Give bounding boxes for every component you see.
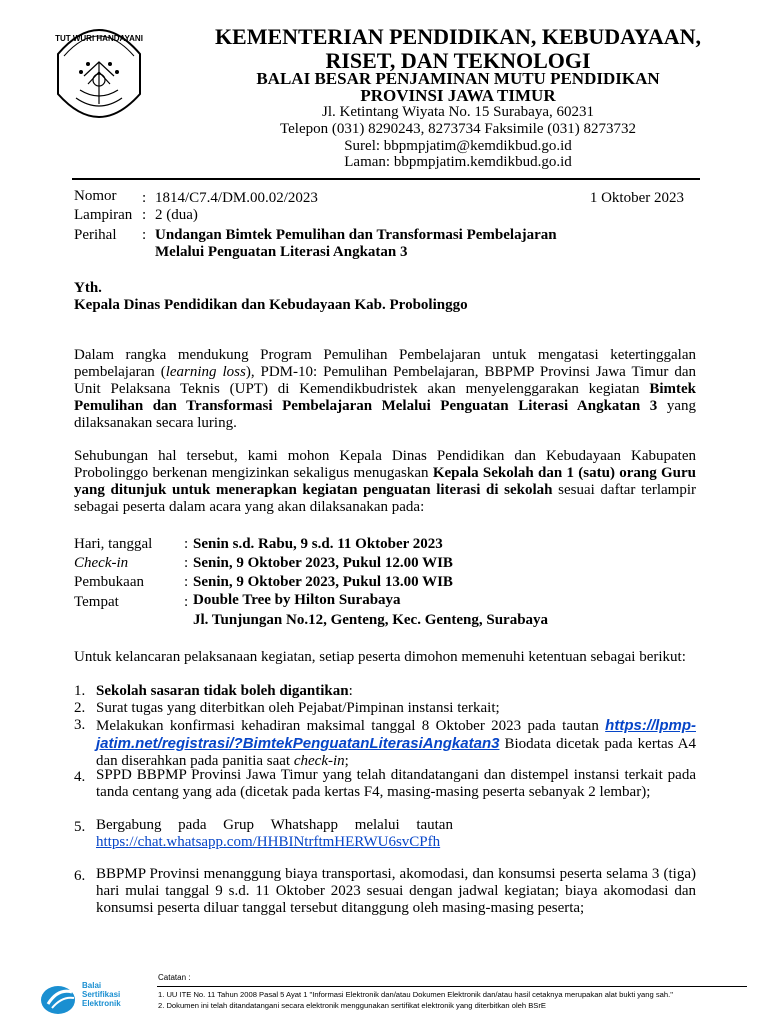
phone-fax: Telepon (031) 8290243, 8273734 Faksimile (031) 8273732 [280,121,636,137]
nomor-label: Nomor [74,188,117,204]
footer-note-1: 1. UU ITE No. 11 Tahun 2008 Pasal 5 Ayat 1 "Informasi Elektronik dan/atau Dokumen Elektronik dan/atau hasil cetaknya merupakan alat bukti yang sah." [158,990,673,999]
tempat-venue: Double Tree by Hilton Surabaya [193,592,401,608]
bsre-logo [38,978,148,1018]
nomor-value: 1814/C7.4/DM.00.02/2023 [155,190,318,206]
item-number-4: 4. [74,769,86,785]
item-number-2: 2. [74,700,86,716]
bsre-text-2: Sertifikasi [82,990,121,999]
pembukaan-label: Pembukaan [74,574,144,590]
checkin-label: Check-in [74,555,129,571]
item-3: Melakukan konfirmasi kehadiran maksimal tanggal 8 Oktober 2023 pada tautan https://lpmp-jatim.net/registrasi/?BimtekPenguatanLiterasiAngkatan3 Biodata dicetak pada kertas A4 dan diserahkan pada panitia saat check-in; [96,717,696,769]
email: Surel: bbpmpjatim@kemdikbud.go.id [344,138,572,154]
item-number-5: 5. [74,819,86,835]
checkin-value: Senin, 9 Oktober 2023, Pukul 12.00 WIB [193,555,453,571]
tempat-colon: : [184,594,189,610]
pembukaan-value: Senin, 9 Oktober 2023, Pukul 13.00 WIB [193,574,453,590]
item-1: Sekolah sasaran tidak boleh digantikan: [96,683,353,699]
bsre-text-3: Elektronik [82,999,121,1008]
whatsapp-group-link[interactable]: https://chat.whatsapp.com/HHBINtrftmHERWU6svCPfh [96,834,441,850]
item-number-6: 6. [74,868,86,884]
item-number-1: 1. [74,683,86,699]
catatan-label: Catatan : [158,973,191,982]
item-2: Surat tugas yang diterbitkan oleh Pejabat/Pimpinan instansi terkait; [96,700,500,716]
footer-divider [157,986,747,987]
perihal-line2: Melalui Penguatan Literasi Angkatan 3 [155,244,408,260]
lampiran-colon: : [142,207,147,223]
requirements-intro: Untuk kelancaran pelaksanaan kegiatan, setiap peserta dimohon memenuhi ketentuan sebagai berikut: [74,649,686,665]
ministry-name-line2: RISET, DAN TEKNOLOGI [325,48,591,73]
tempat-label: Tempat [74,594,119,610]
lampiran-value: 2 (dua) [155,207,198,223]
perihal-label: Perihal [74,227,117,243]
item-number-3: 3. [74,717,86,733]
checkin-colon: : [184,555,189,571]
item-5: Bergabung pada Grup Whatshapp melalui tautan https://chat.whatsapp.com/HHBINtrftmHERWU6svCPfh [96,817,453,850]
letterhead-divider [72,178,700,180]
website: Laman: bbpmpjatim.kemdikbud.go.id [344,154,572,170]
hari-label: Hari, tanggal [74,536,153,552]
logo-motto: TUT WURI HANDAYANI [55,34,143,43]
tempat-address: Jl. Tunjungan No.12, Genteng, Kec. Genteng, Surabaya [193,612,549,628]
bsre-text-1: Balai [82,981,102,990]
address: Jl. Ketintang Wiyata No. 15 Surabaya, 60231 [322,104,594,120]
nomor-colon: : [142,190,147,206]
institution-name-line1: BALAI BESAR PENJAMINAN MUTU PENDIDIKAN [256,69,660,88]
perihal-colon: : [142,227,147,243]
ministry-name-line1: KEMENTERIAN PENDIDIKAN, KEBUDAYAAN, [214,24,702,49]
pembukaan-colon: : [184,574,189,590]
tut-wuri-handayani-logo [36,14,162,134]
footer-note-2: 2. Dokumen ini telah ditandatangani secara elektronik menggunakan sertifikat elektronik yang diterbitkan oleh BSrE [158,1001,546,1010]
paragraph-request: Sehubungan hal tersebut, kami mohon Kepala Dinas Pendidikan dan Kebudayaan Kabupaten Probolinggo berkenan mengizinkan sekaligus menugaskan Kepala Sekolah dan 1 (satu) orang Guru yang ditunjuk untuk menerapkan kegiatan penguatan literasi di sekolah sesuai daftar terlampir sebagai peserta dalam acara yang akan dilaksanakan pada: [74,448,697,515]
registration-link[interactable]: https://lpmp-jatim.net/registrasi/?BimtekPenguatanLiterasiAngkatan3 [96,717,696,752]
hari-colon: : [184,536,189,552]
item-6: BBPMP Provinsi menanggung biaya transportasi, akomodasi, dan konsumsi peserta selama 3 (tiga) hari mulai tanggal 9 s.d. 11 Oktober 2023 sesuai dengan jadwal kegiatan; biaya akomodasi dan konsumsi peserta diluar tanggal tersebut ditanggung oleh masing-masing peserta; [96,866,696,916]
letter-date: 1 Oktober 2023 [589,190,684,206]
item-4: SPPD BBPMP Provinsi Jawa Timur yang telah ditandatangani dan distempel instansi terkait pada tanda centang yang ada (dicetak pada kertas F4, masing-masing peserta sebanyak 2 lembar); [96,767,696,800]
hari-value: Senin s.d. Rabu, 9 s.d. 11 Oktober 2023 [193,536,443,552]
lampiran-label: Lampiran [74,207,133,223]
salutation: Yth. [74,280,102,296]
recipient-name: Kepala Dinas Pendidikan dan Kebudayaan Kab. Probolinggo [74,297,468,313]
perihal-line1: Undangan Bimtek Pemulihan dan Transformasi Pembelajaran [155,227,557,243]
paragraph-intro: Dalam rangka mendukung Program Pemulihan Pembelajaran untuk mengatasi ketertinggalan pembelajaran (learning loss), PDM-10: Pemulihan Pembelajaran, BBPMP Provinsi Jawa Timur dan Unit Pelaksana Teknis (UPT) di Kemendikbudristek akan menyelenggarakan kegiatan Bimtek Pemulihan dan Transformasi Pembelajaran Melalui Penguatan Literasi Angkatan 3 yang dilaksanakan secara luring. [74,347,697,431]
institution-name-line2: PROVINSI JAWA TIMUR [360,86,556,105]
